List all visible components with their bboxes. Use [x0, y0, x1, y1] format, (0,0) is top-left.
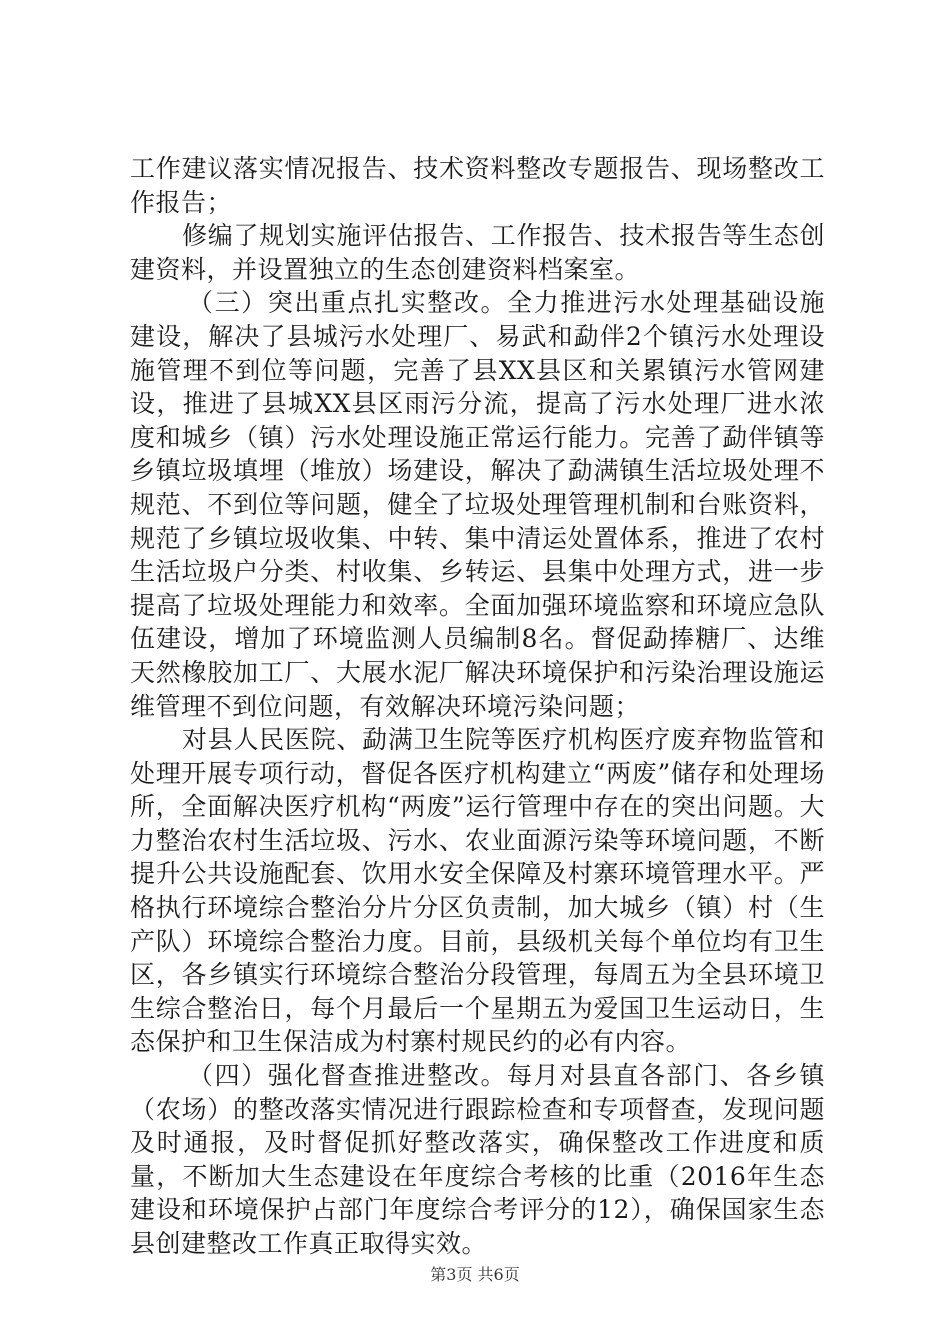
- paragraph-medical-waste: 对县人民医院、勐满卫生院等医疗机构医疗废弃物监管和处理开展专项行动，督促各医疗机构建立“两废”储存和处理场所，全面解决医疗机构“两废”运行管理中存在的突出问题。大力整治农村生活垃圾、污水、农业面源污染等环境问题，不断提升公共设施配套、饮用水安全保障及村寨环境管理水平。严格执行环境综合整治分片分区负责制，加大城乡（镇）村（生产队）环境综合整治力度。目前，县级机关每个单位均有卫生区，各乡镇实行环境综合整治分段管理，每周五为全县环境卫生综合整治日，每个月最后一个星期五为爱国卫生运动日，生态保护和卫生保洁成为村寨村规民约的必有内容。: [130, 725, 825, 1057]
- paragraph-section-three: （三）突出重点扎实整改。全力推进污水处理基础设施建设，解决了县城污水处理厂、易武和勐伴2个镇污水处理设施管理不到位等问题，完善了县XX县区和关累镇污水管网建设，推进了县城XX县区雨污分流，提高了污水处理厂进水浓度和城乡（镇）污水处理设施正常运行能力。完善了勐伴镇等乡镇垃圾填埋（堆放）场建设，解决了勐满镇生活垃圾处理不规范、不到位等问题，健全了垃圾处理管理机制和台账资料，规范了乡镇垃圾收集、中转、集中清运处置体系，推进了农村生活垃圾户分类、村收集、乡转运、县集中处理方式，进一步提高了垃圾处理能力和效率。全面加强环境监察和环境应急队伍建设，增加了环境监测人员编制8名。督促勐捧糖厂、达维天然橡胶加工厂、大展水泥厂解决环境保护和污染治理设施运维管理不到位问题，有效解决环境污染问题；: [130, 288, 825, 721]
- page-number: 第3页 共6页: [430, 1265, 520, 1284]
- paragraph-section-four: （四）强化督查推进整改。每月对县直各部门、各乡镇（农场）的整改落实情况进行跟踪检查和专项督查，发现问题及时通报，及时督促抓好整改落实，确保整改工作进度和质量，不断加大生态建设在年度综合考核的比重（2016年生态建设和环境保护占部门年度综合考评分的12），确保国家生态县创建整改工作真正取得实效。: [130, 1061, 825, 1258]
- paragraph-report-list: 工作建议落实情况报告、技术资料整改专题报告、现场整改工作报告；: [130, 154, 825, 217]
- paragraph-revision: 修编了规划实施评估报告、工作报告、技术报告等生态创建资料，并设置独立的生态创建资料档案室。: [130, 221, 825, 284]
- document-body: [130, 152, 825, 1261]
